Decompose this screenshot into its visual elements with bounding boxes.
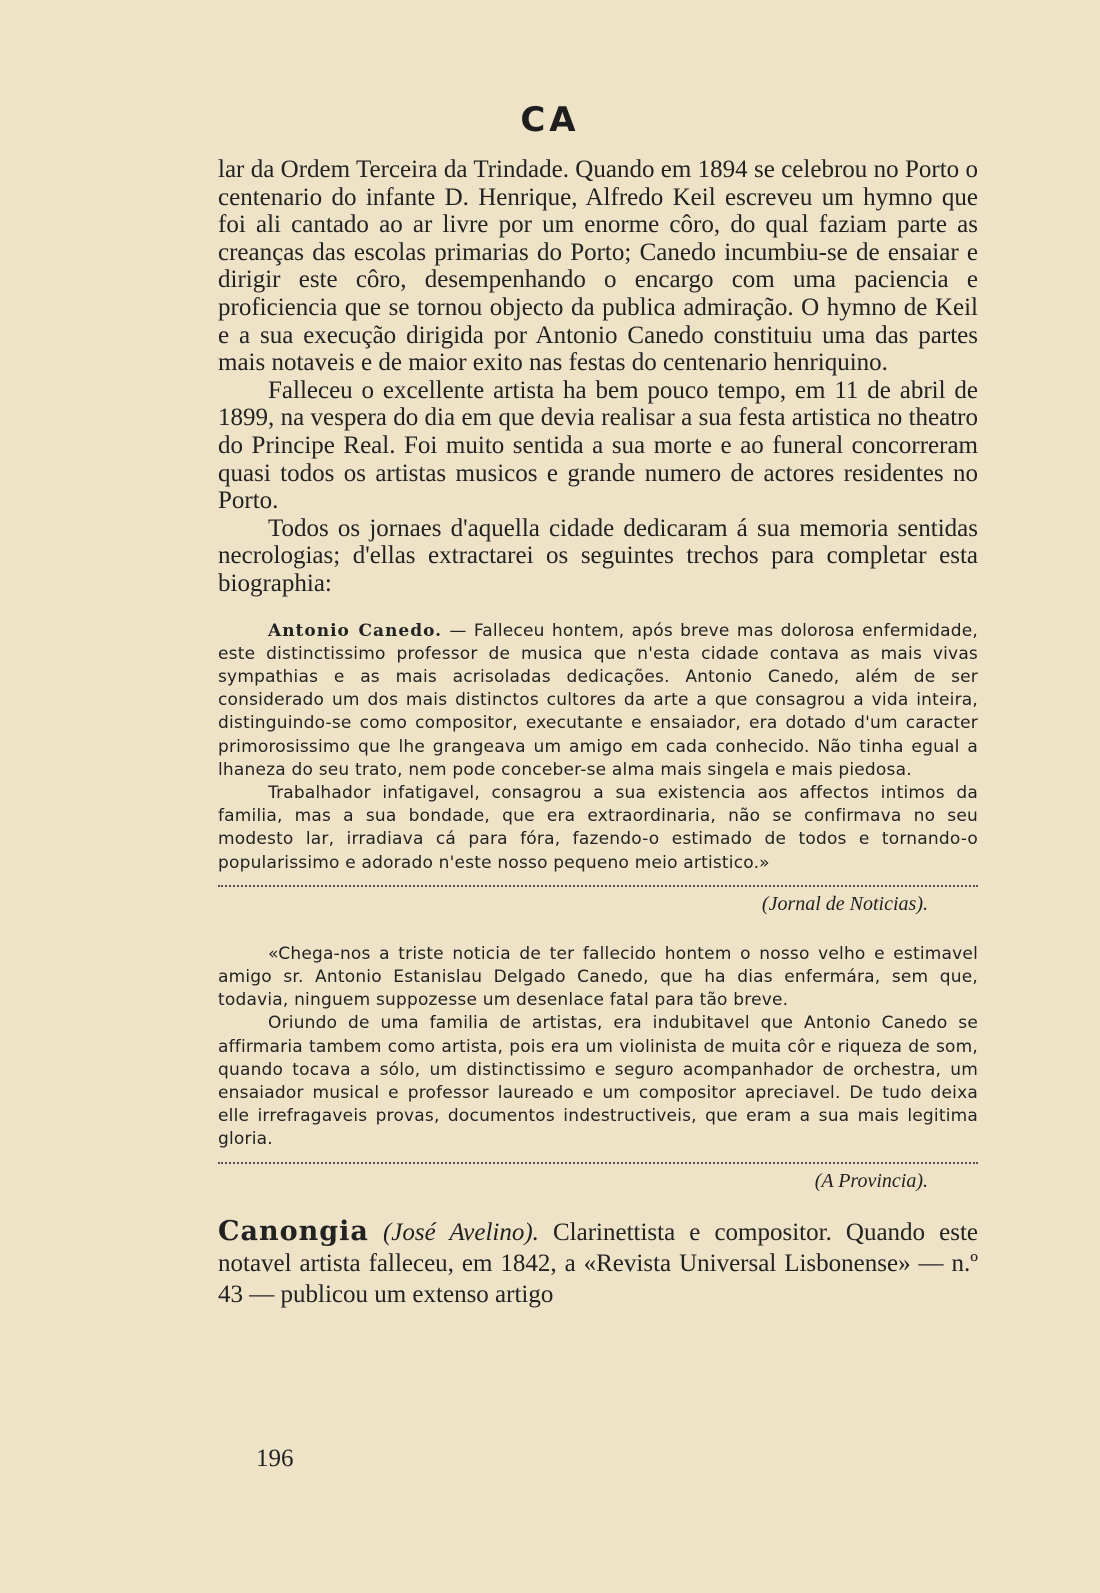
quote-paragraph: Oriundo de uma familia de artistas, era indubitavel que Antonio Canedo se affirmaria tambem como artista, pois era um violinista de muita côr e riqueza de som, quando tocava a sólo, um distinctissimo e seguro acompanhador de orchestra, um ensaiador musical e professor laureado e um compositor apreciavel. De tudo deixa elle irrefragaveis provas, documentos indestructiveis, que eram a sua mais legitima gloria. [218, 1013, 978, 1150]
dotted-rule [218, 877, 978, 887]
newspaper-quote-2 [218, 943, 978, 1194]
paragraph: Falleceu o excellente artista ha bem pouco tempo, em 11 de abril de 1899, na vespera do dia em que devia realisar a sua festa artistica no theatro do Principe Real. Foi muito sentida a sua morte e ao funeral concorreram quasi todos os artistas musicos e grande numero de actores residentes no Porto. [218, 376, 978, 515]
entry-qualifier: (José Avelino). [382, 1218, 539, 1246]
quote-text: — Falleceu hontem, após breve mas dolorosa enfermidade, este distinctissimo professor de musica que n'esta cidade contava as mais vivas sympathias e as mais acrisoladas dedicações. Antonio Canedo, além de ser considerado um dos mais distinctos cultores da arte a que consagrou a vida inteira, distinguindo-se como compositor, executante e ensaiador, era dotado d'um caracter primorosissimo que lhe grangeava um amigo em cada conhecido. Não tinha egual a lhaneza do seu trato, nem pode conceber-se alma mais singela e mais piedosa. [218, 620, 978, 780]
entry-paragraph [218, 1216, 978, 1310]
paragraph: Todos os jornaes d'aquella cidade dedicaram á sua memoria sentidas necrologias; d'ellas extractarei os seguintes trechos para completar esta biographia: [218, 514, 978, 597]
running-head: CA [520, 100, 580, 140]
paragraph: lar da Ordem Terceira da Trindade. Quando em 1894 se celebrou no Porto o centenario do infante D. Henrique, Alfredo Keil escreveu um hymno que foi ali cantado ao ar livre por um enorme côro, do qual faziam parte as creanças das escolas primarias do Porto; Canedo incumbiu-se de ensaiar e dirigir este côro, desempenhando o encargo com uma paciencia e proficiencia que se tornou objecto da publica admiração. O hymno de Keil e a sua execução dirigida por Antonio Canedo constituiu uma das partes mais notaveis e de maior exito nas festas do centenario henriquino. [218, 156, 978, 377]
text-column [218, 156, 978, 1310]
quote-paragraph [218, 620, 978, 782]
quote-source: (Jornal de Noticias). [761, 892, 928, 915]
entry-name: Canongia [218, 1215, 369, 1247]
quote-paragraph: Trabalhador infatigavel, consagrou a sua existencia aos affectos intimos da familia, mas a sua bondade, que era extraordinaria, não se confirmava no seu modesto lar, irradiava cá para fóra, fazendo-o estimado de todos e tornando-o popularissimo e adorado n'este nosso pequeno meio artistico.» [218, 782, 978, 873]
dictionary-entry [218, 1216, 978, 1310]
quote-heading: Antonio Canedo. [268, 620, 443, 641]
spacer [218, 917, 978, 943]
main-text [218, 156, 978, 598]
page-number: 196 [256, 1445, 294, 1472]
quote-paragraph: «Chega-nos a triste noticia de ter fallecido hontem o nosso velho e estimavel amigo sr. Antonio Estanislau Delgado Canedo, que ha dias enfermára, sem que, todavia, ninguem suppozesse um desenlace fatal para tão breve. [218, 943, 978, 1011]
dotted-rule [218, 1154, 978, 1164]
newspaper-quote-1 [218, 620, 978, 917]
entry-text: Clarinettista e compositor. Quando este notavel artista falleceu, em 1842, a «Revista Universal Lisbonense» — n.º 43 — publicou um extenso artigo [218, 1218, 978, 1308]
quote-source: (A Provincia). [814, 1169, 928, 1192]
